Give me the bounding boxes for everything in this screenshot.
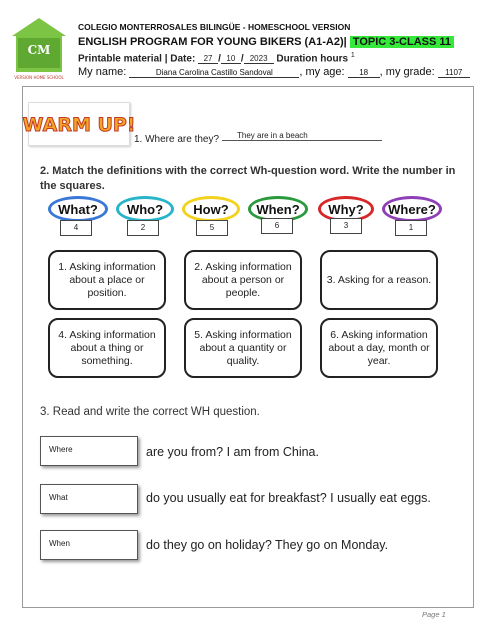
school-logo <box>8 14 70 84</box>
warm-up-logo <box>22 102 136 146</box>
date-year[interactable]: 2023 <box>244 54 274 64</box>
answer-square-why[interactable]: 3 <box>330 218 362 234</box>
definition-2: 2. Asking information about a person or people. <box>184 250 302 310</box>
definition-6: 6. Asking information about a day, month or year. <box>320 318 438 378</box>
student-row <box>78 66 470 78</box>
exercise-2-instruction: 2. Match the definitions with the correct Wh-question word. Write the number in the squares. <box>40 165 456 192</box>
definition-5: 5. Asking information about a quantity or quality. <box>184 318 302 378</box>
bubble-when: When? <box>248 196 308 222</box>
wh-answer-box-2[interactable]: What <box>40 484 138 514</box>
program-name: ENGLISH PROGRAM FOR YOUNG BIKERS (A1-A2)| <box>78 36 347 48</box>
svg-text:VERSION HOME SCHOOL: VERSION HOME SCHOOL <box>14 75 64 80</box>
bubble-why: Why? <box>318 196 374 222</box>
date-row: Printable material | Date: 27 / 10 / 2023 Duration hours $^1$ <box>78 52 355 65</box>
svg-text:CM: CM <box>27 43 51 57</box>
program-title <box>78 36 454 48</box>
name-label: My name: <box>78 66 127 78</box>
answer-line-1 <box>222 140 382 141</box>
bubble-what: What? <box>48 196 108 222</box>
grade-field[interactable]: 1107 <box>438 68 470 78</box>
bubble-where: Where? <box>382 196 442 222</box>
sentence-2: do you usually eat for breakfast? I usually eat eggs. <box>146 491 431 505</box>
date-day[interactable]: 27 <box>198 54 218 64</box>
definition-1: 1. Asking information about a place or position. <box>48 250 166 310</box>
grade-label: , my grade: <box>379 66 435 78</box>
exercise-3-instruction: 3. Read and write the correct WH question. <box>40 406 260 418</box>
answer-square-who[interactable]: 2 <box>127 220 159 236</box>
svg-text:WARM UP!: WARM UP! <box>22 114 136 136</box>
name-field[interactable]: Diana Carolina Castillo Sandoval <box>129 68 299 78</box>
bubble-who: Who? <box>116 196 174 222</box>
hours-value[interactable]: 1 <box>350 52 355 59</box>
printable-label: Printable material | Date: <box>78 53 196 65</box>
topic-badge: TOPIC 3-CLASS 11 <box>350 36 454 48</box>
answer-square-where[interactable]: 1 <box>395 220 427 236</box>
duration-label: Duration <box>276 53 318 65</box>
hours-label: hours <box>320 53 349 65</box>
answer-square-what[interactable]: 4 <box>60 220 92 236</box>
age-field[interactable]: 18 <box>348 68 380 78</box>
answer-square-how[interactable]: 5 <box>196 220 228 236</box>
age-label: , my age: <box>299 66 345 78</box>
definition-4: 4. Asking information about a thing or something. <box>48 318 166 378</box>
question-1: 1. Where are they? <box>134 134 220 145</box>
answer-1-field[interactable]: They are in a beach <box>237 131 308 140</box>
definition-3: 3. Asking for a reason. <box>320 250 438 310</box>
wh-answer-box-1[interactable]: Where <box>40 436 138 466</box>
wh-answer-box-3[interactable]: When <box>40 530 138 560</box>
school-name: COLEGIO MONTERROSALES BILINGÜE - HOMESCHOOL VERSION <box>78 22 351 32</box>
date-month[interactable]: 10 <box>221 54 241 64</box>
sentence-1: are you from? I am from China. <box>146 445 319 459</box>
sentence-3: do they go on holiday? They go on Monday. <box>146 538 389 552</box>
answer-square-when[interactable]: 6 <box>261 218 293 234</box>
bubble-how: How? <box>182 196 240 222</box>
page-number: Page 1 <box>422 610 446 619</box>
